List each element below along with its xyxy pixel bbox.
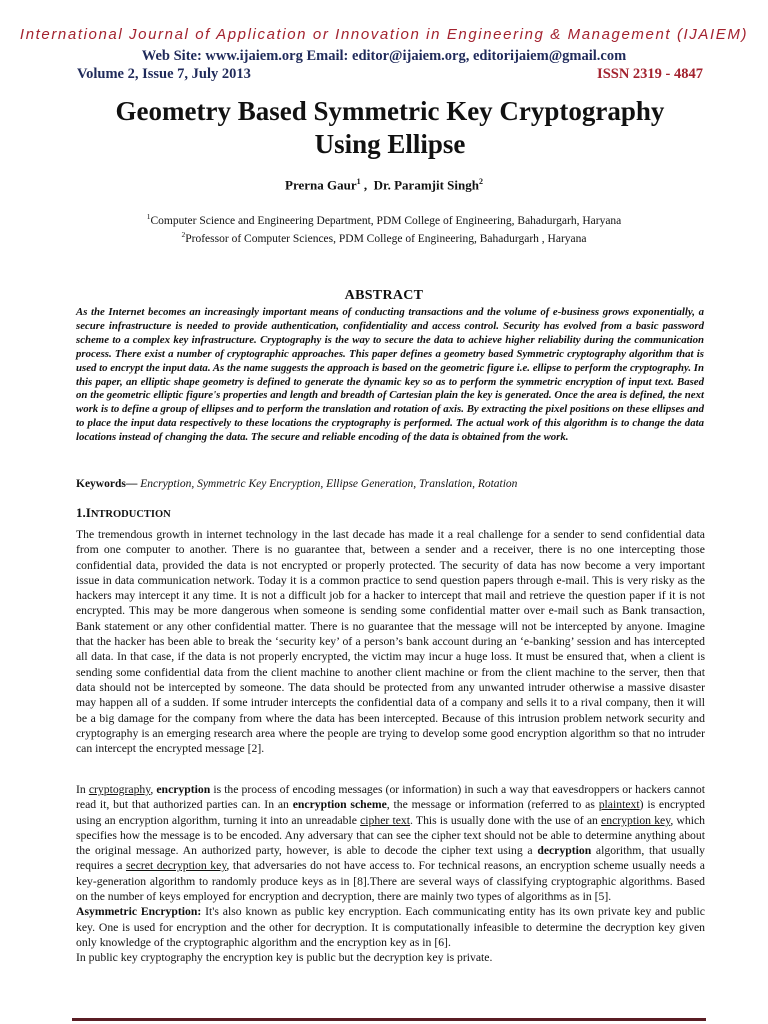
keywords-list: Encryption, Symmetric Key Encryption, Ellipse Generation, Translation, Rotation (137, 478, 518, 490)
author-2: Dr. Paramjit Singh (373, 177, 479, 193)
affiliation-2 (0, 230, 768, 245)
text-run: , that adversaries do not have access to. For technical reasons, an encryption scheme usually needs a key-generation algorithm to randomly produce keys as in [8].There are several ways of classifying cryptographic algorithms. Based on the number of keys employed for encryption and decryption, there are mainly two types of algorithms as in [5]. (76, 859, 705, 904)
volume-issue: Volume 2, Issue 7, July 2013 (77, 66, 251, 82)
text-run: ) is encrypted using an encryption algorithm, turning it into an unreadable (76, 798, 706, 827)
intro-paragraph-1: The tremendous growth in internet technology in the last decade has made it a real challenge for a sender to send confidential data from one computer to another. There is no guarantee that, between a sender and a receiver, there is no one intercepting those confidential data, provided the data is not encrypted or properly protected. The security of data has now become a very important issue in data communication network. Today it is a common practice to send question papers through e-mail. This is very risky as the hackers may intercept it any time. It is not a difficult job for a hacker to intercept that mail and retrieve the question paper if it is not encrypted. This may be more dangerous when someone is sending some confidential matter over e-mail such as Bank transaction, Bank statement or any other confidential matter. There is no guarantee that the message will not be intercepted by anyone. Imagine that the hacker has been able to break the ‘security key’ of a person’s bank account during an ‘e-banking’ session and has intercepted all data. In that case, if the data is not properly encrypted, the victim may incur a huge loss. It must be ensured that, when a client is sending some confidential data from the client machine to another client machine or from the client machine to the server, then that data should not be intercepted by someone. The data should be protected from any unwanted intruder otherwise a massive disaster may happen all of a sudden. If some intruder intercepts the confidential data of a company and sells it to a rival company, then it will be a big damage for the company from where the data has been intercepted. Because of this intrusion problem network security and cryptography is an emerging research area where the people are trying to develop some good encryption algorithm so that no intruder can intercept the encrypted message [2]. (76, 528, 705, 756)
term-asymmetric-encryption: Asymmetric Encryption: (76, 905, 202, 919)
journal-website: Web Site: www.ijaiem.org Email: editor@ijaiem.org, editorijaiem@gmail.com (141, 48, 627, 64)
journal-name: International Journal of Application or Innovation in Engineering & Management (IJAIEM) (19, 26, 749, 43)
text-run: . This is usually done with the use of an (410, 813, 602, 827)
link-plaintext[interactable]: plaintext (598, 798, 640, 812)
footer-rule (72, 1018, 706, 1021)
text-run: , (150, 783, 157, 796)
keywords-label: Keywords— (76, 478, 138, 490)
intro-paragraph-2 (76, 782, 705, 966)
text-run: algorithm, that usually requires a (76, 844, 705, 873)
section-number: 1. (76, 505, 86, 520)
affiliation-1-mark: 1 (146, 212, 151, 221)
affiliation-2-mark: 2 (181, 230, 186, 239)
abstract-heading: ABSTRACT (344, 288, 424, 303)
link-cipher-text[interactable]: cipher text (360, 813, 411, 827)
author-list (0, 177, 768, 193)
section-title-rest: NTRODUCTION (90, 509, 171, 520)
text-run: In public key cryptography the encryption key is public but the decryption key is private. (76, 951, 493, 965)
link-cryptography[interactable]: cryptography (88, 783, 151, 796)
keywords (76, 478, 716, 490)
link-encryption-key[interactable]: encryption key (601, 813, 671, 827)
link-secret-decryption-key[interactable]: secret decryption key (125, 859, 227, 873)
paper-title-line-2: Using Ellipse (314, 129, 466, 159)
paper-title-line-1: Geometry Based Symmetric Key Cryptography (115, 96, 665, 126)
paper-title (40, 95, 740, 161)
section-heading-introduction (76, 505, 171, 521)
author-1-affil-mark: 1 (356, 177, 361, 186)
author-separator: , (360, 177, 374, 193)
term-encryption-scheme: encryption scheme (292, 798, 387, 812)
text-run: , which specifies how the message is to be encoded. Any adversary that can see the cipher text should not be able to determine anything about the original message. An authorized party, however, is able to decode the cipher text using a (76, 813, 705, 858)
section-title-initial: I (85, 505, 91, 520)
abstract-text: As the Internet becomes an increasingly important means of conducting transactions and the volume of e-business grows exponentially, a secure infrastructure is needed to provide authentication, confidentiality and access control. Security has evolved from a basic password scheme to a complex key infrastructure. Cryptography is the way to secure the data to achieve higher reliability during the communication process. There exist a number of cryptographic approaches. This paper defines a geometry based Symmetric cryptography algorithm that is used to encrypt the input data. As the name suggests the approach is based on the geometric figure i.e. ellipse to perform the cryptography. In this paper, an elliptic shape geometry is defined to generate the dynamic key so as to perform the symmetric encryption of input text. Based on the geometric elliptic figure's properties and length and breadth of Cartesian plain the key is generated. Once the area is defined, the next work is to define a group of ellipses and to perform the translation and rotation of axis. By extracting the pixel positions on these ellipses and to place the input data respectively to these locations the cryptography is performed. The actual work of this algorithm is to change the data locations instead of changing the data. The secure and reliable encoding of the data is obtained from the work. (76, 306, 704, 444)
term-encryption: encryption (156, 783, 211, 796)
text-run: It's also known as public key encryption. Each communicating entity has its own private key and public key. One is used for encryption and the other for decryption. It is computationally infeasible to determine the decryption key given only knowledge of the cryptographic algorithm and the encryption key as in [6]. (76, 905, 705, 949)
affiliation-1-text: Computer Science and Engineering Department, PDM College of Engineering, Bahadurgarh, Haryana (150, 214, 622, 227)
affiliation-1 (0, 212, 768, 227)
affiliation-2-text: Professor of Computer Sciences, PDM College of Engineering, Bahadurgarh , Haryana (185, 232, 587, 245)
author-2-affil-mark: 2 (478, 177, 483, 186)
text-run: is the process of encoding messages (or information) in such a way that eavesdroppers or hackers cannot read it, but that authorized parties can. In an (76, 783, 706, 812)
issn-number: ISSN 2319 - 4847 (597, 66, 703, 82)
text-run: , the message or information (referred to as (386, 798, 599, 812)
author-1: Prerna Gaur (285, 177, 357, 193)
term-decryption: decryption (537, 844, 592, 858)
text-run: In (76, 783, 89, 796)
